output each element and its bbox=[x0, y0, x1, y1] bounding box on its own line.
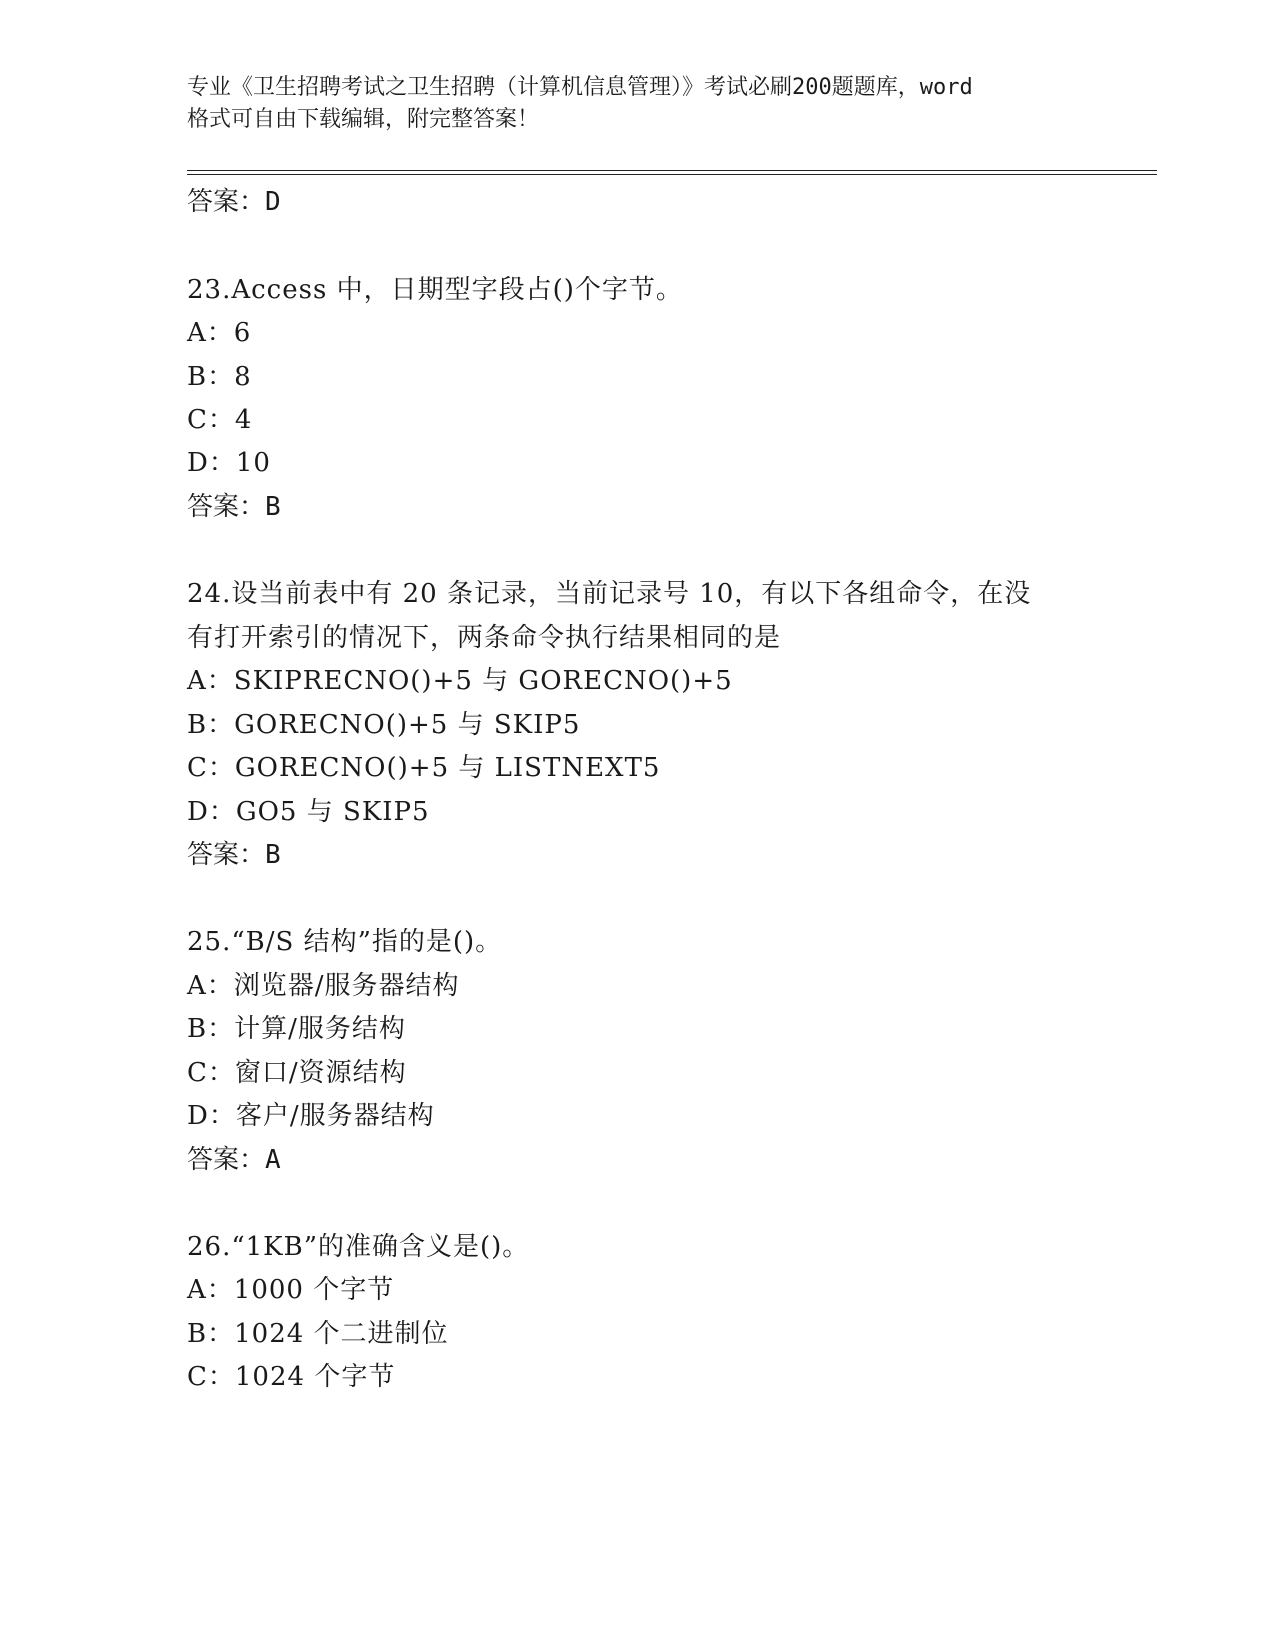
question-26-option-b: B：1024 个二进制位 bbox=[187, 1319, 449, 1349]
header-divider-bottom bbox=[187, 174, 1157, 175]
document-header-line-1: 专业《卫生招聘考试之卫生招聘（计算机信息管理）》考试必刷200题题库，word bbox=[187, 75, 973, 100]
question-23-option-c: C：4 bbox=[187, 405, 253, 435]
question-26-option-c: C：1024 个字节 bbox=[187, 1362, 396, 1392]
question-26-stem: 26.“1KB”的准确含义是()。 bbox=[187, 1232, 530, 1262]
question-25-option-a: A：浏览器/服务器结构 bbox=[187, 971, 460, 1001]
question-25-option-b: B：计算/服务结构 bbox=[187, 1014, 406, 1044]
document-header-line-2: 格式可自由下载编辑，附完整答案！ bbox=[187, 107, 540, 132]
question-25-stem: 25.“B/S 结构”指的是()。 bbox=[187, 927, 503, 957]
question-23-option-b: B：8 bbox=[187, 362, 252, 392]
answer-25: 答案：A bbox=[187, 1145, 281, 1175]
question-26-option-a: A：1000 个字节 bbox=[187, 1275, 395, 1305]
answer-22: 答案：D bbox=[187, 187, 281, 217]
question-24-stem-line-2: 有打开索引的情况下，两条命令执行结果相同的是 bbox=[187, 623, 782, 653]
question-25-option-d: D：客户/服务器结构 bbox=[187, 1101, 435, 1131]
question-23-option-a: A：6 bbox=[187, 318, 252, 348]
answer-24: 答案：B bbox=[187, 840, 281, 870]
header-divider-top bbox=[187, 170, 1157, 171]
question-25-option-c: C：窗口/资源结构 bbox=[187, 1058, 407, 1088]
question-24-option-b: B：GORECNO()+5 与 SKIP5 bbox=[187, 710, 581, 740]
question-23-option-d: D：10 bbox=[187, 448, 271, 478]
answer-23: 答案：B bbox=[187, 492, 281, 522]
question-23-stem: 23.Access 中，日期型字段占()个字节。 bbox=[187, 275, 683, 305]
question-24-option-a: A：SKIPRECNO()+5 与 GORECNO()+5 bbox=[187, 666, 733, 696]
question-24-option-d: D：GO5 与 SKIP5 bbox=[187, 797, 430, 827]
question-24-option-c: C：GORECNO()+5 与 LISTNEXT5 bbox=[187, 753, 661, 783]
question-24-stem-line-1: 24.设当前表中有 20 条记录，当前记录号 10，有以下各组命令，在没 bbox=[187, 579, 1032, 609]
